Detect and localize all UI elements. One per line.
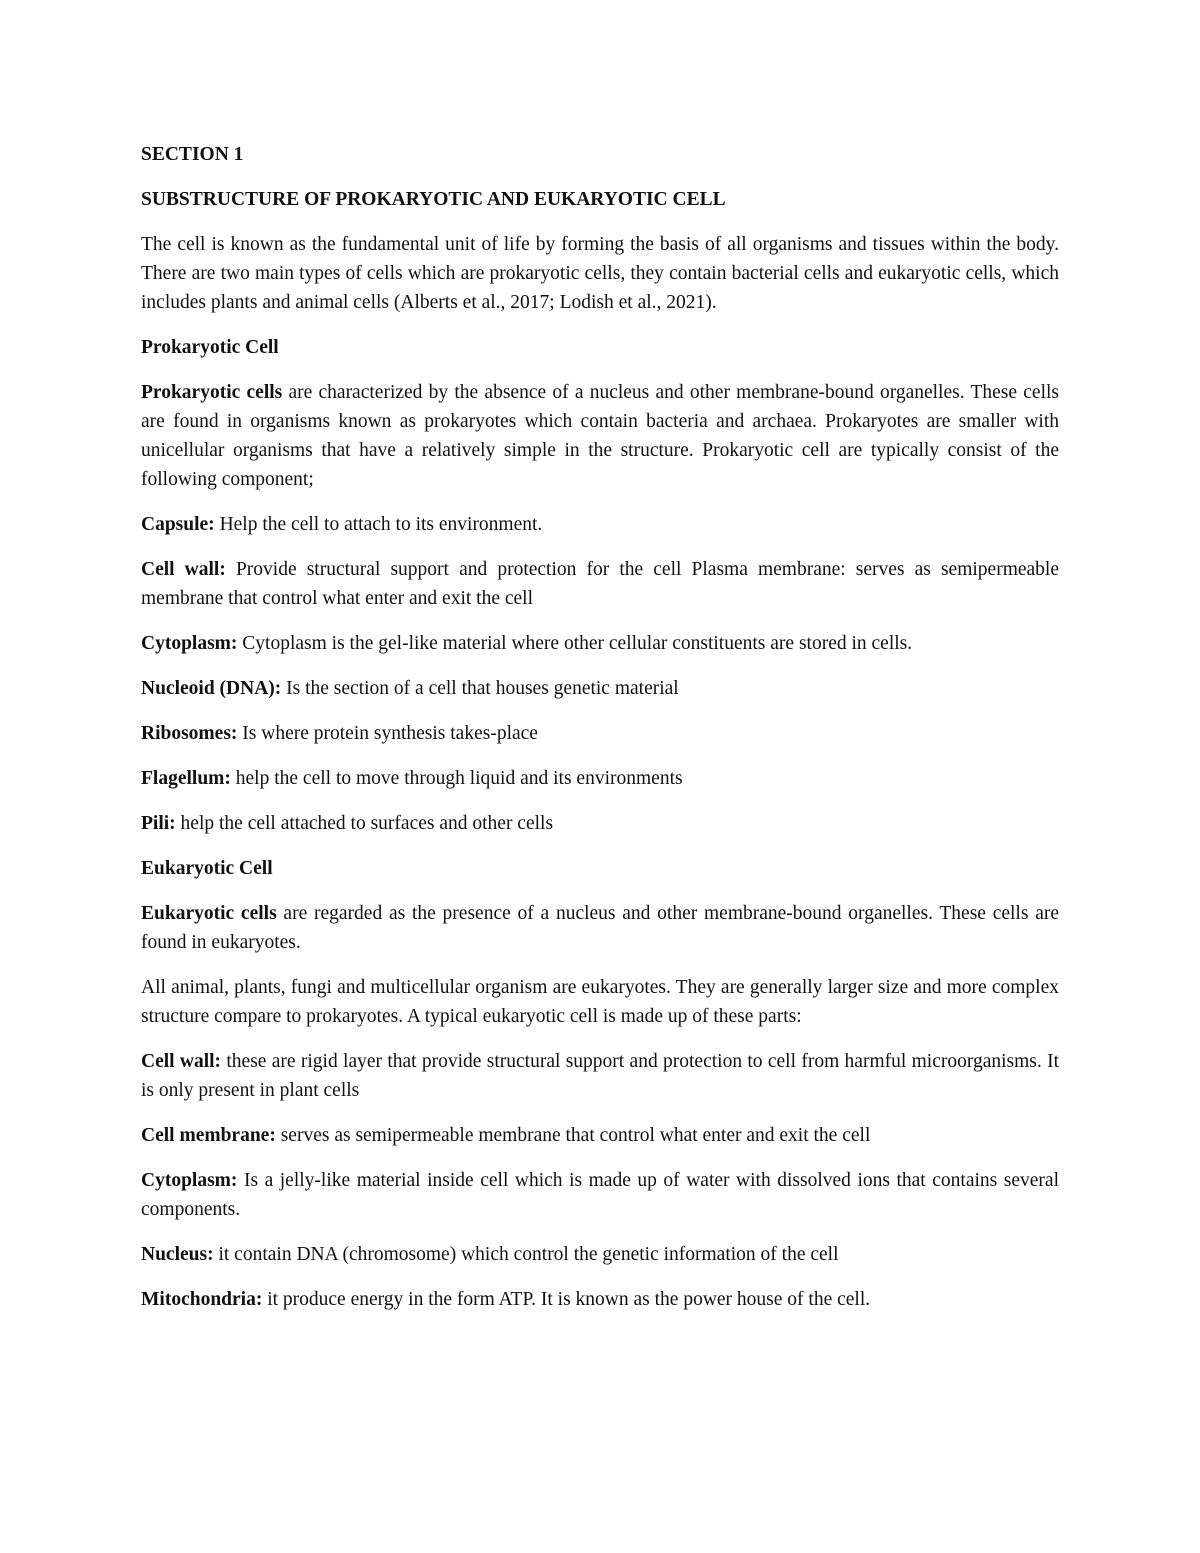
eukaryotic-component-cell-wall <box>141 1047 1059 1105</box>
prokaryotic-intro-text: are characterized by the absence of a nucleus and other membrane-bound organelles. These cells are found in organisms known as prokaryotes which contain bacteria and archaea. Prokaryotes are smaller with unicellular organisms that have a relatively simple in the structure. Prokaryotic cell are typically consist of the following component; <box>141 382 1059 490</box>
component-text: Cytoplasm is the gel-like material where other cellular constituents are stored in cells. <box>237 633 913 654</box>
component-term: Cytoplasm: <box>141 1170 238 1191</box>
component-text: help the cell to move through liquid and its environments <box>230 768 683 789</box>
section-label: SECTION 1 <box>141 144 244 165</box>
component-text: help the cell attached to surfaces and other cells <box>175 813 554 834</box>
component-term: Nucleoid (DNA): <box>141 678 282 699</box>
eukaryotic-intro-text: are regarded as the presence of a nucleus and other membrane-bound organelles. These cells are found in eukaryotes. <box>141 903 1059 953</box>
component-term: Flagellum: <box>141 768 231 789</box>
prokaryotic-component-nucleoid <box>141 674 1059 703</box>
prokaryotic-heading: Prokaryotic Cell <box>141 337 279 358</box>
prokaryotic-component-ribosomes <box>141 719 1059 748</box>
component-text: Is the section of a cell that houses genetic material <box>281 678 679 699</box>
component-term: Capsule: <box>141 514 215 535</box>
intro-paragraph: The cell is known as the fundamental unit of life by forming the basis of all organisms and tissues within the body. There are two main types of cells which are prokaryotic cells, they contain bacterial cells and eukaryotic cells, which includes plants and animal cells (Alberts et al., 2017; Lodish et al., 2021). <box>141 234 1059 313</box>
component-text: Is where protein synthesis takes-place <box>237 723 538 744</box>
prokaryotic-intro <box>141 378 1059 494</box>
eukaryotic-component-mitochondria <box>141 1285 1059 1314</box>
prokaryotic-component-cytoplasm <box>141 629 1059 658</box>
component-text: Help the cell to attach to its environment. <box>214 514 543 535</box>
component-term: Cell wall: <box>141 1051 222 1072</box>
component-term: Cell membrane: <box>141 1125 276 1146</box>
eukaryotic-intro-term: Eukaryotic cells <box>141 903 277 924</box>
prokaryotic-component-flagellum <box>141 764 1059 793</box>
prokaryotic-component-pili <box>141 809 1059 838</box>
component-text: Provide structural support and protection for the cell Plasma membrane: serves as semipermeable membrane that control what enter and exit the cell <box>141 559 1059 609</box>
component-term: Nucleus: <box>141 1244 214 1265</box>
component-text: it contain DNA (chromosome) which control the genetic information of the cell <box>213 1244 839 1265</box>
eukaryotic-heading: Eukaryotic Cell <box>141 858 273 879</box>
component-term: Mitochondria: <box>141 1289 263 1310</box>
document-body <box>141 140 1059 1330</box>
eukaryotic-component-cytoplasm <box>141 1166 1059 1224</box>
component-term: Cytoplasm: <box>141 633 238 654</box>
prokaryotic-intro-term: Prokaryotic cells <box>141 382 283 403</box>
prokaryotic-component-capsule <box>141 510 1059 539</box>
document-title: SUBSTRUCTURE OF PROKARYOTIC AND EUKARYOTIC CELL <box>141 189 726 210</box>
eukaryotic-intro <box>141 899 1059 957</box>
component-text: these are rigid layer that provide structural support and protection to cell from harmful microorganisms. It is only present in plant cells <box>141 1051 1060 1101</box>
component-text: it produce energy in the form ATP. It is known as the power house of the cell. <box>262 1289 871 1310</box>
prokaryotic-component-cell-wall <box>141 555 1059 613</box>
eukaryotic-component-cell-membrane <box>141 1121 1059 1150</box>
component-text: Is a jelly-like material inside cell which is made up of water with dissolved ions that contains several components. <box>141 1170 1059 1220</box>
component-term: Ribosomes: <box>141 723 238 744</box>
component-text: serves as semipermeable membrane that control what enter and exit the cell <box>275 1125 871 1146</box>
eukaryotic-component-nucleus <box>141 1240 1059 1269</box>
eukaryotic-paragraph-2: All animal, plants, fungi and multicellular organism are eukaryotes. They are generally larger size and more complex structure compare to prokaryotes. A typical eukaryotic cell is made up of these parts: <box>141 977 1059 1027</box>
component-term: Pili: <box>141 813 176 834</box>
component-term: Cell wall: <box>141 559 226 580</box>
